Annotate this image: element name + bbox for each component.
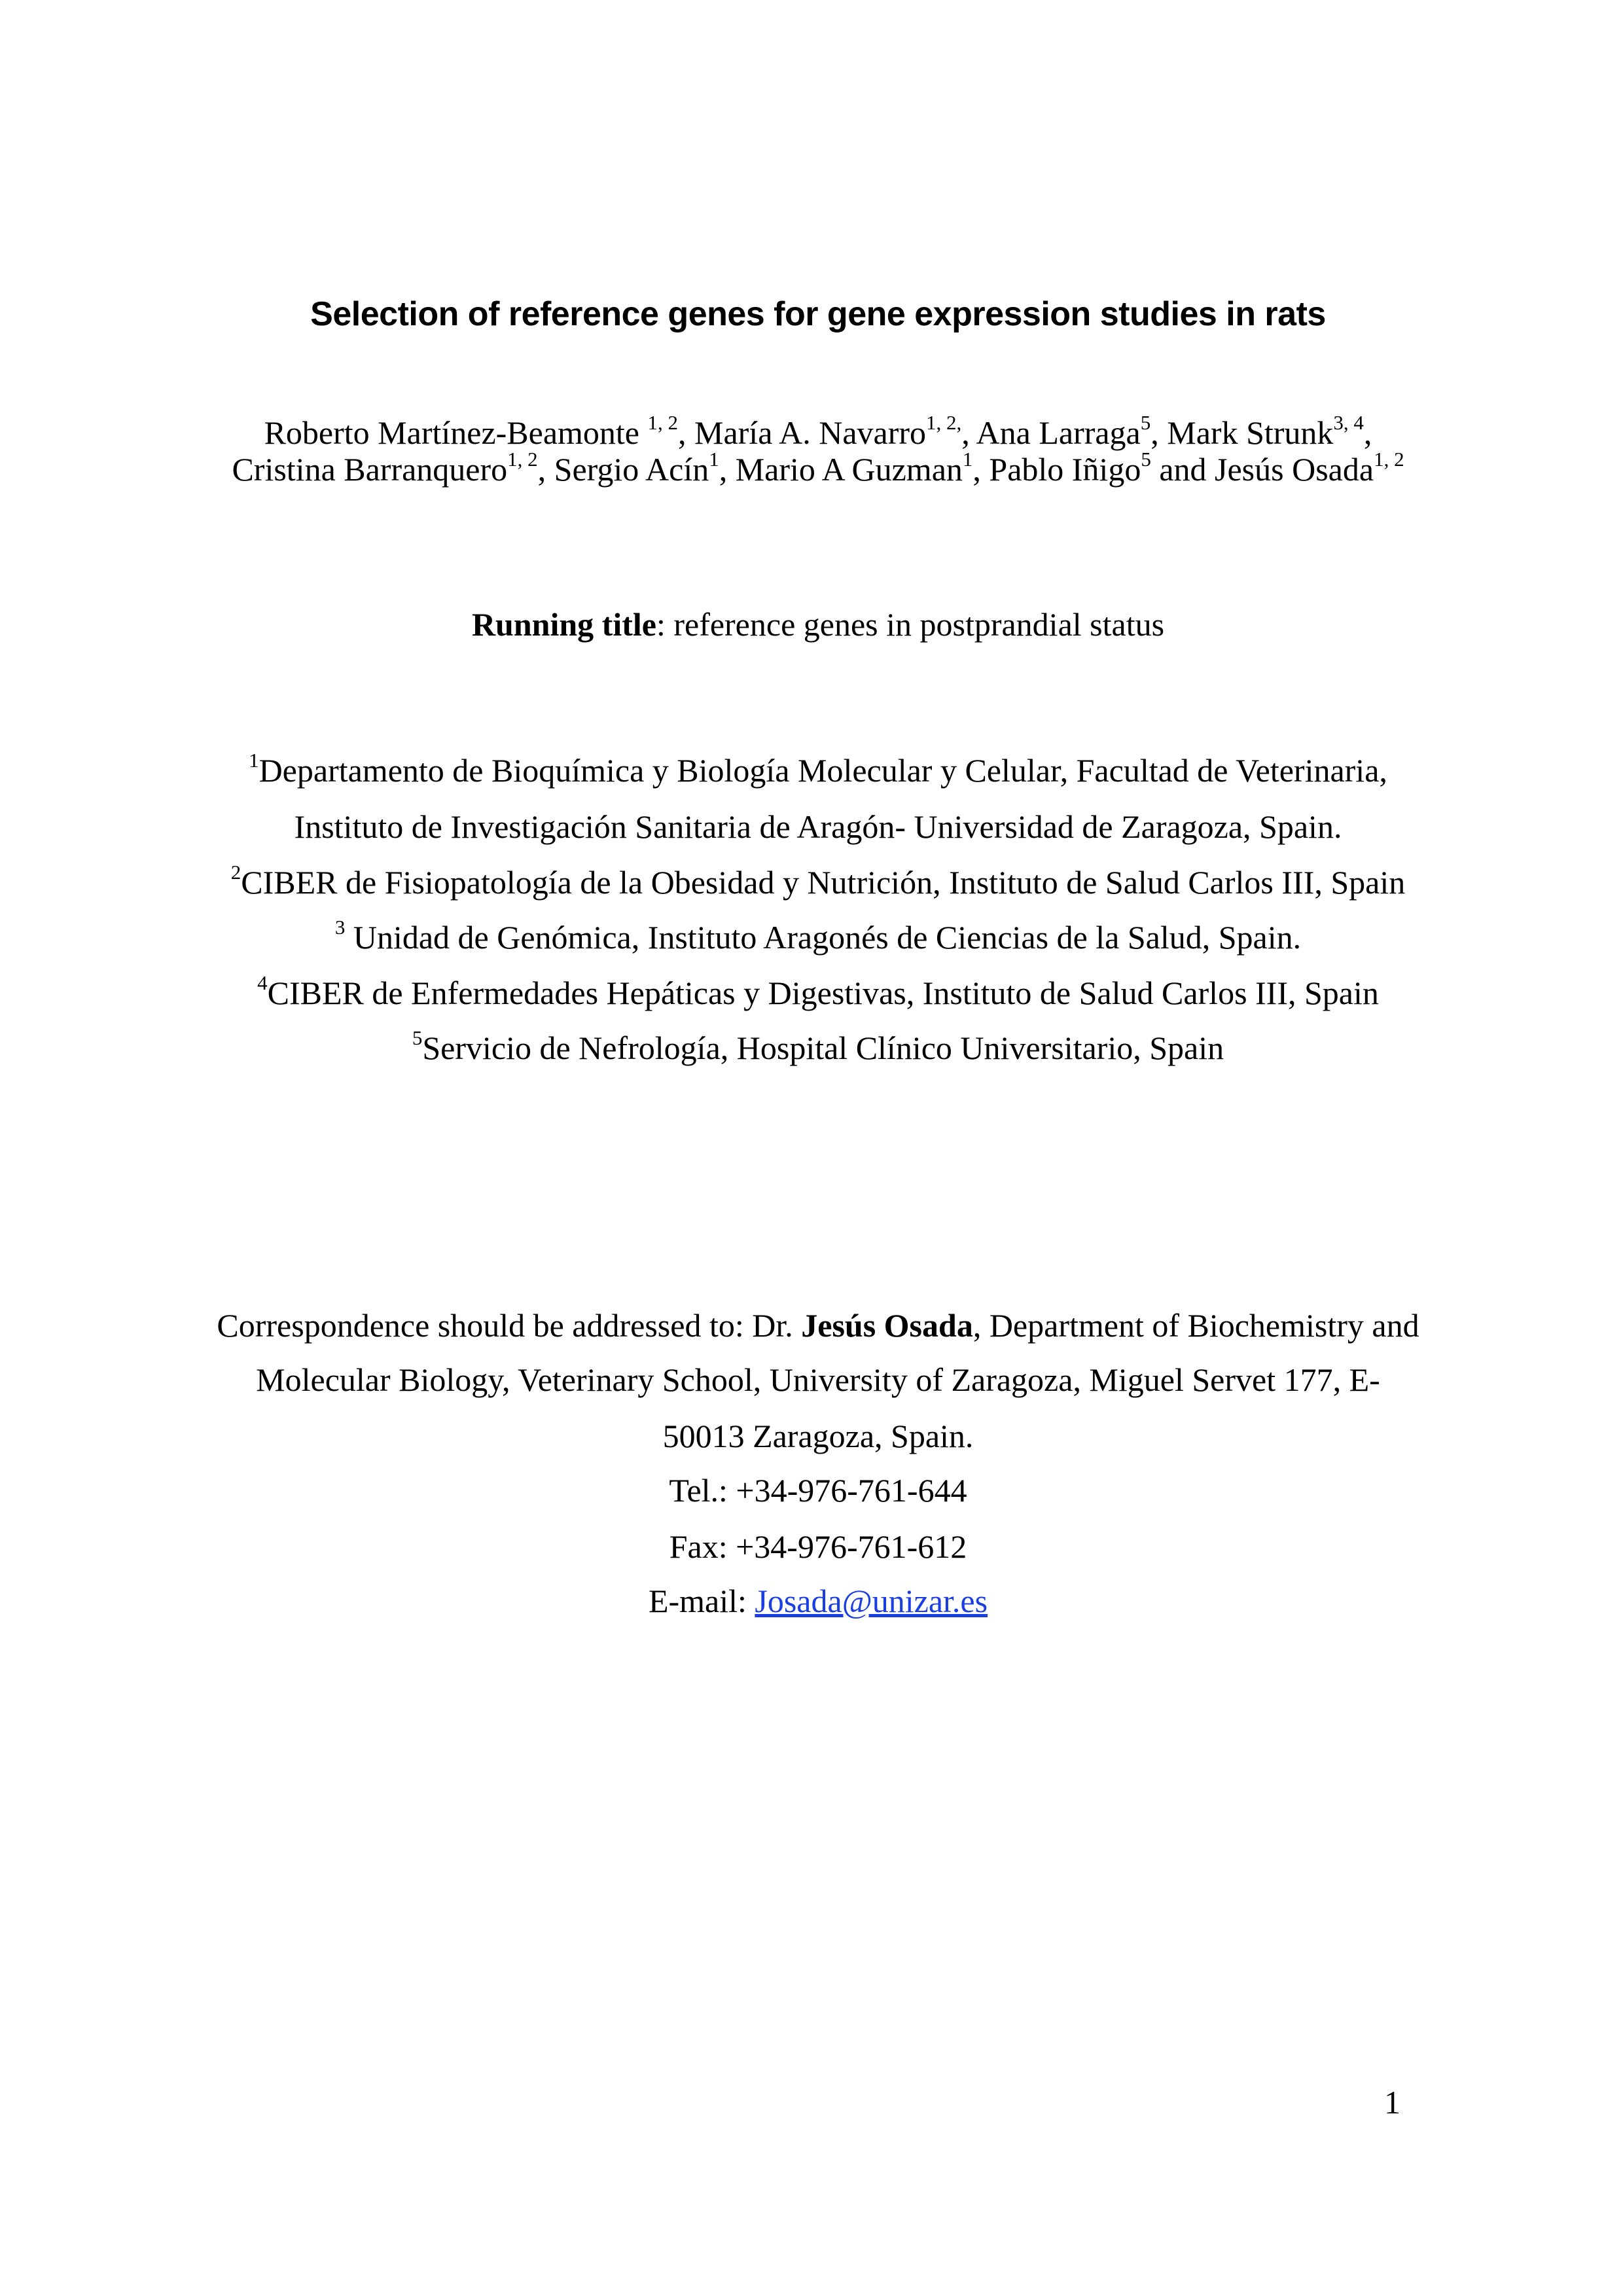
author-name: Cristina Barranquero bbox=[232, 451, 508, 488]
author-name: Mario A Guzman bbox=[735, 451, 963, 488]
affiliation-text: CIBER de Enfermedades Hepáticas y Digestivas, Instituto de Salud Carlos III, Spain bbox=[267, 975, 1379, 1011]
affiliation-text: Departamento de Bioquímica y Biología Molecular y Celular, Facultad de Veterinaria, bbox=[259, 752, 1387, 789]
separator: , bbox=[961, 414, 976, 451]
separator: , bbox=[719, 451, 736, 488]
correspondence-prefix: Correspondence should be addressed to: Dr. bbox=[217, 1307, 802, 1344]
affiliation-text: Servicio de Nefrología, Hospital Clínico Universitario, Spain bbox=[422, 1030, 1224, 1066]
affiliation bbox=[0, 751, 1623, 790]
affiliation-number: 4 bbox=[257, 971, 268, 995]
author-name: María A. Navarro bbox=[694, 414, 927, 451]
separator: , bbox=[972, 451, 990, 488]
affiliation-text: Instituto de Investigación Sanitaria de Aragón- Universidad de Zaragoza, Spain. bbox=[294, 808, 1342, 845]
separator: , bbox=[1363, 414, 1372, 451]
email-link[interactable]: Josada@unizar.es bbox=[755, 1583, 988, 1619]
author-affiliation: 1, 2 bbox=[647, 411, 678, 435]
authors-line-2 bbox=[0, 450, 1623, 489]
author-name: Mark Strunk bbox=[1167, 414, 1334, 451]
author-affiliation: 1, 2 bbox=[1374, 448, 1404, 471]
separator: and bbox=[1150, 451, 1215, 488]
author-affiliation: 1, 2, bbox=[926, 411, 962, 435]
author-affiliation: 1 bbox=[709, 448, 719, 471]
author-affiliation: 5 bbox=[1140, 411, 1151, 435]
email-line bbox=[0, 1581, 1623, 1621]
author-affiliation: 1 bbox=[962, 448, 973, 471]
affiliation-number: 5 bbox=[412, 1026, 423, 1050]
author-affiliation: 1, 2 bbox=[507, 448, 538, 471]
author-affiliation: 5 bbox=[1141, 448, 1151, 471]
running-title-label: Running title bbox=[471, 606, 656, 643]
email-label: E-mail: bbox=[648, 1583, 755, 1619]
affiliation bbox=[0, 918, 1623, 957]
affiliation-number: 3 bbox=[334, 916, 346, 939]
telephone: Tel.: +34-976-761-644 bbox=[669, 1472, 967, 1509]
affiliation bbox=[0, 973, 1623, 1013]
separator: , bbox=[1150, 414, 1168, 451]
authors-line-1 bbox=[0, 413, 1623, 452]
author-name: Pablo Iñigo bbox=[989, 451, 1141, 488]
affiliation bbox=[0, 1028, 1623, 1067]
affiliation bbox=[0, 863, 1623, 902]
fax: Fax: +34-976-761-612 bbox=[669, 1528, 967, 1565]
affiliation-text: CIBER de Fisiopatología de la Obesidad y Nutrición, Instituto de Salud Carlos III, Spain bbox=[241, 864, 1406, 901]
affiliation bbox=[0, 807, 1623, 846]
separator: , bbox=[537, 451, 554, 488]
correspondence-line-3: 50013 Zaragoza, Spain. bbox=[662, 1418, 974, 1454]
correspondence-suffix: , Department of Biochemistry and bbox=[972, 1307, 1419, 1344]
paper-title: Selection of reference genes for gene expression studies in rats bbox=[310, 295, 1326, 333]
running-title bbox=[0, 605, 1623, 644]
correspondence-line-1 bbox=[0, 1306, 1623, 1345]
author-name: Sergio Acín bbox=[554, 451, 709, 488]
correspondence-name: Jesús Osada bbox=[801, 1307, 973, 1344]
affiliation-number: 1 bbox=[249, 749, 259, 772]
affiliation-number: 2 bbox=[230, 861, 241, 884]
affiliation-text: Unidad de Genómica, Instituto Aragonés de Ciencias de la Salud, Spain. bbox=[345, 919, 1302, 956]
author-affiliation: 3, 4 bbox=[1333, 411, 1364, 435]
author-name: Jesús Osada bbox=[1215, 451, 1374, 488]
author-name: Roberto Martínez-Beamonte bbox=[264, 414, 648, 451]
correspondence-line-2: Molecular Biology, Veterinary School, University of Zaragoza, Miguel Servet 177, E- bbox=[256, 1361, 1380, 1398]
running-title-text: : reference genes in postprandial status bbox=[656, 606, 1165, 643]
separator: , bbox=[678, 414, 694, 451]
page-number: 1 bbox=[1384, 2084, 1400, 2121]
author-name: Ana Larraga bbox=[976, 414, 1141, 451]
